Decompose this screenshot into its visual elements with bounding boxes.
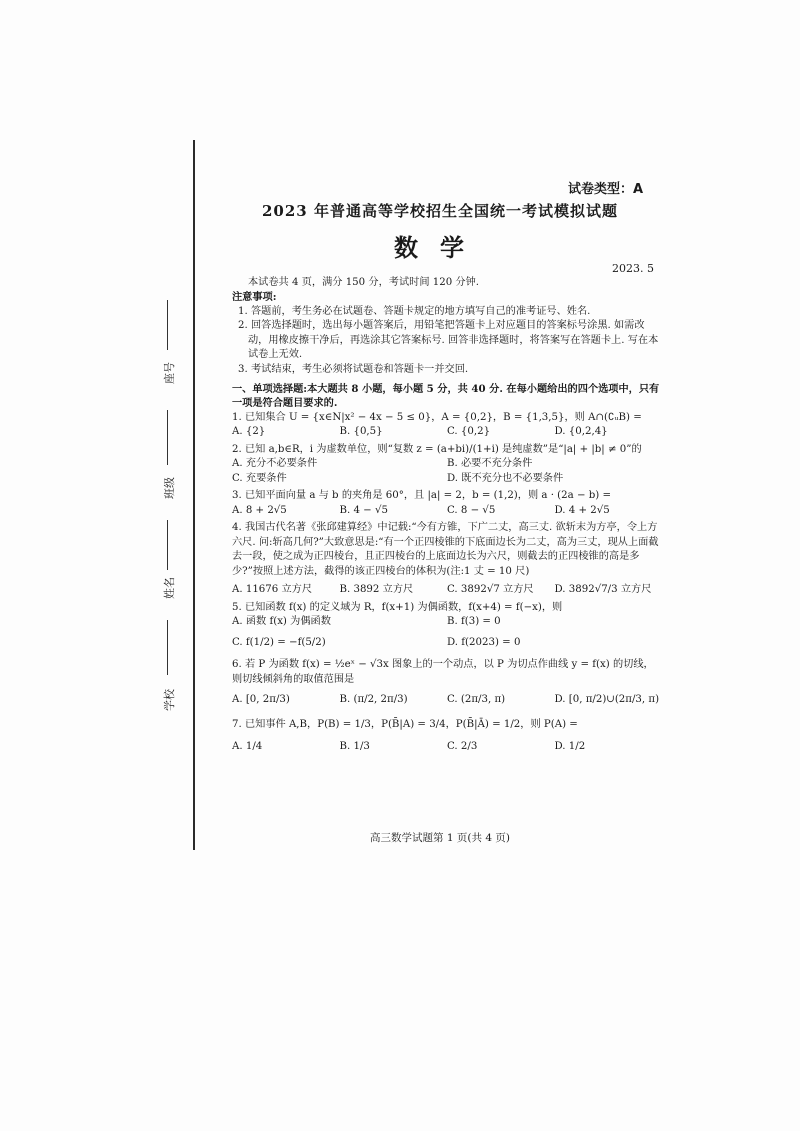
question-stem: 5. 已知函数 f(x) 的定义域为 R，f(x+1) 为偶函数，f(x+4) = f(−x)，则: [232, 601, 563, 613]
class-field: [150, 410, 180, 510]
options-grid: [232, 457, 662, 486]
option-d: D. f(2023) = 0: [447, 636, 521, 648]
option-b: B. 3892 立方尺: [339, 584, 414, 596]
option-d: D. 3892√7/3 立方尺: [554, 584, 652, 596]
option-b: B. f(3) = 0: [447, 616, 501, 628]
option-c: C. 8 − √5: [447, 504, 496, 516]
notice-item: 2. 回答选择题时，选出每小题答案后，用铅笔把答题卡上对应题目的答案标号涂黑. 如需改动，用橡皮擦干净后，再选涂其它答案标号. 回答非选择题时，将答案写在答题卡上. 写在本试卷上无效.: [238, 320, 659, 361]
option-b: B. 必要不充分条件: [447, 458, 533, 470]
question-4: [232, 521, 662, 597]
options-row: [232, 740, 662, 754]
option-b: B. (π/2, 2π/3): [339, 694, 408, 706]
option-d: D. 既不充分也不必要条件: [447, 472, 564, 484]
option-a: A. 1/4: [232, 741, 263, 753]
class-underline: [167, 410, 168, 465]
notice-item: 1. 答题前，考生务必在试题卷、答题卡规定的地方填写自己的准考证号、姓名.: [238, 305, 591, 317]
paper-type: 试卷类型：A: [568, 182, 644, 197]
options-row: [232, 425, 662, 439]
seat-underline: [167, 300, 168, 350]
binding-line: [193, 140, 195, 850]
question-7: [232, 718, 662, 755]
option-d: D. [0, π/2)∪(2π/3, π): [554, 694, 660, 706]
subject-title: 数学: [394, 234, 486, 262]
school-label: 学校: [163, 689, 176, 711]
name-underline: [167, 520, 168, 570]
page-footer: 高三数学试题第 1 页(共 4 页): [370, 832, 510, 844]
option-c: C. 充要条件: [232, 472, 287, 484]
question-stem: 4. 我国古代名著《张邱建算经》中记载:“今有方锥，下广二丈，高三丈. 欲斩末为方亭，令上方六尺. 问:斩高几何?”大致意思是:“有一个正四棱锥的下底面边长为二丈，高为三丈，现从上面截去一段，使之成为正四棱台，且正四棱台的上底面边长为六尺，则截去的正四棱锥的高是多少?”按照上述方法，截得的该正四棱台的体积为(注:1 丈 = 10 尺): [232, 522, 659, 577]
option-d: D. {0,2,4}: [554, 426, 608, 438]
question-stem: 3. 已知平面向量 a 与 b 的夹角是 60°，且 |a| = 2，b = (1,2)，则 a · (2a − b) =: [232, 490, 611, 502]
school-field: [150, 620, 180, 720]
option-a: A. 函数 f(x) 为偶函数: [232, 616, 331, 628]
exam-title: 2023 年普通高等学校招生全国统一考试模拟试题: [262, 202, 618, 220]
option-a: A. {2}: [232, 426, 266, 438]
option-c: C. f(1/2) = −f(5/2): [232, 636, 326, 648]
questions-block: [232, 382, 662, 755]
option-c: C. {0,2}: [447, 426, 491, 438]
question-stem: 6. 若 P 为函数 f(x) = ½eˣ − √3x 图象上的一个动点，以 P 为切点作曲线 y = f(x) 的切线，则切线倾斜角的取值范围是: [232, 659, 654, 685]
option-b: B. 4 − √5: [339, 504, 388, 516]
option-a: A. 充分不必要条件: [232, 458, 318, 470]
seat-label: 座号: [163, 362, 176, 384]
class-label: 班级: [163, 477, 176, 499]
option-d: D. 4 + 2√5: [554, 504, 610, 516]
question-6: [232, 658, 662, 707]
notice-title: 注意事项:: [232, 291, 277, 304]
option-a: A. 8 + 2√5: [232, 504, 287, 516]
section-heading: 一、单项选择题:本大题共 8 小题，每小题 5 分，共 40 分. 在每小题给出的四个选项中，只有一项是符合题目要求的.: [232, 383, 660, 410]
question-stem: 7. 已知事件 A,B，P(B) = 1/3，P(B̄|A) = 3/4，P(B̄|Ā) = 1/2，则 P(A) =: [232, 718, 578, 730]
question-stem: 2. 已知 a,b∈R，i 为虚数单位，则“复数 z = (a+bi)/(1+i) 是纯虚数”是“|a| + |b| ≠ 0”的: [232, 443, 642, 455]
options-row: [232, 583, 662, 597]
option-c: C. (2π/3, π): [447, 694, 506, 706]
question-5: [232, 601, 662, 650]
option-a: A. 11676 立方尺: [232, 584, 313, 596]
name-label: 姓名: [163, 577, 176, 599]
name-field: [150, 520, 180, 610]
question-2: [232, 443, 662, 486]
intro-text: 本试卷共 4 页，满分 150 分，考试时间 120 分钟.: [248, 277, 480, 288]
option-a: A. [0, 2π/3): [232, 694, 290, 706]
seat-field: [150, 300, 180, 390]
question-1: [232, 411, 662, 440]
options-row: [232, 693, 662, 707]
option-b: B. {0,5}: [339, 426, 383, 438]
intro-block: [232, 276, 662, 377]
exam-date: 2023. 5: [612, 262, 654, 275]
question-stem: 1. 已知集合 U = {x∈N|x² − 4x − 5 ≤ 0}，A = {0,2}，B = {1,3,5}，则 A∩(∁ᵤB) =: [232, 411, 642, 423]
options-grid: [232, 615, 662, 650]
option-c: C. 3892√7 立方尺: [447, 584, 534, 596]
option-b: B. 1/3: [339, 741, 370, 753]
option-d: D. 1/2: [554, 741, 586, 753]
notice-item: 3. 考试结束，考生必须将试题卷和答题卡一并交回.: [238, 363, 469, 375]
question-3: [232, 489, 662, 518]
options-row: [232, 504, 662, 518]
school-underline: [167, 620, 168, 675]
option-c: C. 2/3: [447, 741, 478, 753]
